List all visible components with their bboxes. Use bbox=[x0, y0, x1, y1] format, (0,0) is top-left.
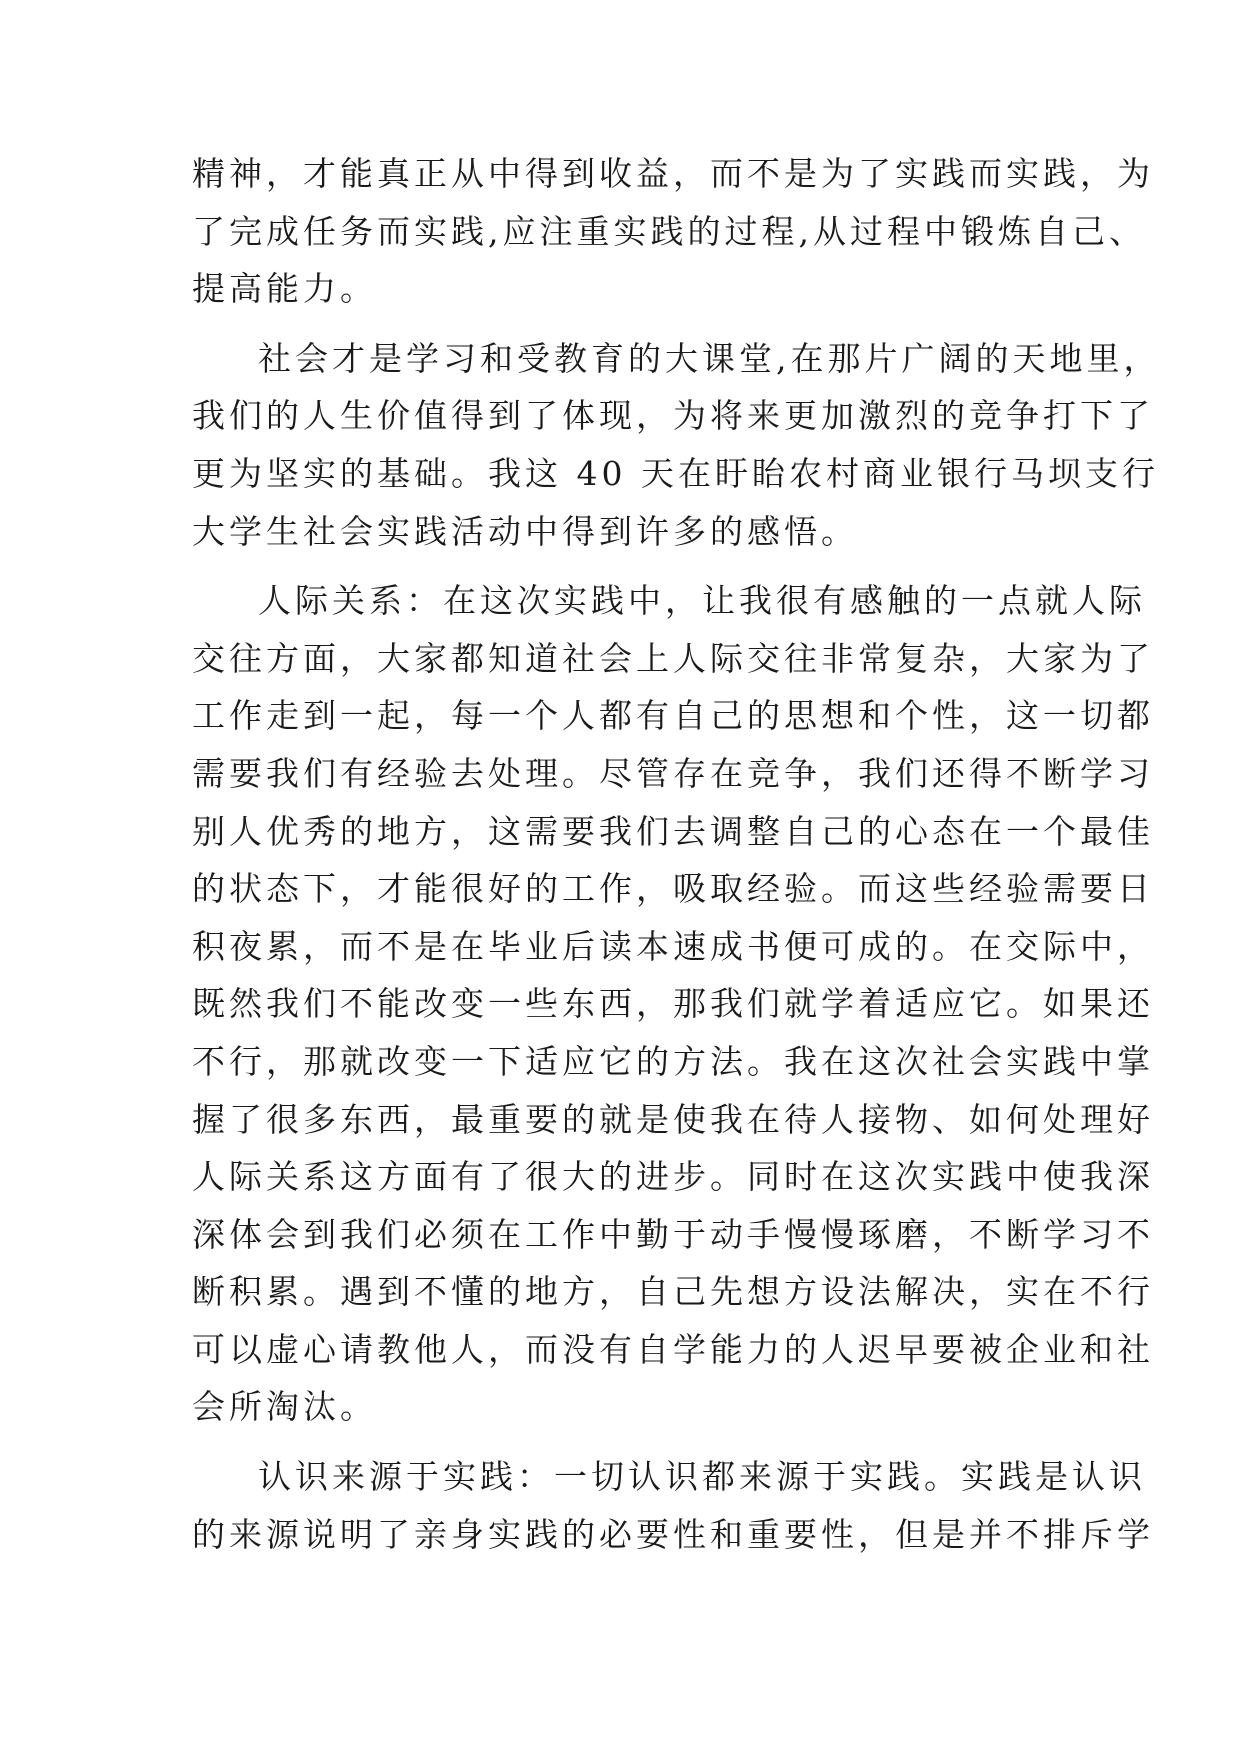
paragraph-4 bbox=[192, 1448, 1154, 1563]
text-line: 可以虚心请教他人，而没有自学能力的人迟早要被企业和社 bbox=[192, 1329, 1154, 1369]
text-line: 工作走到一起，每一个人都有自己的思想和个性，这一切都 bbox=[192, 696, 1154, 736]
text-line: 认识来源于实践：一切认识都来源于实践。实践是认识 bbox=[258, 1457, 1146, 1497]
text-line: 不行，那就改变一下适应它的方法。我在这次社会实践中掌 bbox=[192, 1041, 1154, 1081]
text-line: 我们的人生价值得到了体现，为将来更加激烈的竞争打下了 bbox=[192, 396, 1154, 436]
body-text bbox=[192, 145, 1161, 1563]
text-line: 的状态下，才能很好的工作，吸取经验。而这些经验需要日 bbox=[192, 869, 1154, 909]
text-line: 别人优秀的地方，这需要我们去调整自己的心态在一个最佳 bbox=[192, 811, 1154, 851]
text-line: 的来源说明了亲身实践的必要性和重要性，但是并不排斥学 bbox=[192, 1514, 1154, 1554]
paragraph-2 bbox=[192, 330, 1161, 560]
text-line: 大学生社会实践活动中得到许多的感悟。 bbox=[192, 511, 858, 551]
text-line: 了完成任务而实践,应注重实践的过程,从过程中锻炼自己、 bbox=[192, 211, 1146, 251]
text-line: 社会才是学习和受教育的大课堂,在那片广阔的天地里， bbox=[258, 338, 1161, 378]
paragraph-3 bbox=[192, 572, 1154, 1436]
text-line: 深体会到我们必须在工作中勤于动手慢慢琢磨，不断学习不 bbox=[192, 1214, 1154, 1254]
text-line: 提高能力。 bbox=[192, 269, 377, 309]
text-line: 人际关系这方面有了很大的进步。同时在这次实践中使我深 bbox=[192, 1157, 1154, 1197]
text-line: 需要我们有经验去处理。尽管存在竞争，我们还得不断学习 bbox=[192, 753, 1154, 793]
text-line: 交往方面，大家都知道社会上人际交往非常复杂，大家为了 bbox=[192, 638, 1154, 678]
text-line: 断积累。遇到不懂的地方，自己先想方设法解决，实在不行 bbox=[192, 1272, 1154, 1312]
text-line: 人际关系：在这次实践中，让我很有感触的一点就人际 bbox=[258, 581, 1146, 621]
text-line: 更为坚实的基础。我这 40 天在盱眙农村商业银行马坝支行 bbox=[192, 453, 1159, 493]
text-line: 会所淘汰。 bbox=[192, 1387, 377, 1427]
text-line: 精神，才能真正从中得到收益，而不是为了实践而实践，为 bbox=[192, 154, 1154, 193]
paragraph-1 bbox=[192, 145, 1154, 318]
text-line: 既然我们不能改变一些东西，那我们就学着适应它。如果还 bbox=[192, 984, 1154, 1024]
text-line: 握了很多东西，最重要的就是使我在待人接物、如何处理好 bbox=[192, 1099, 1154, 1139]
text-line: 积夜累，而不是在毕业后读本速成书便可成的。在交际中， bbox=[192, 926, 1154, 966]
